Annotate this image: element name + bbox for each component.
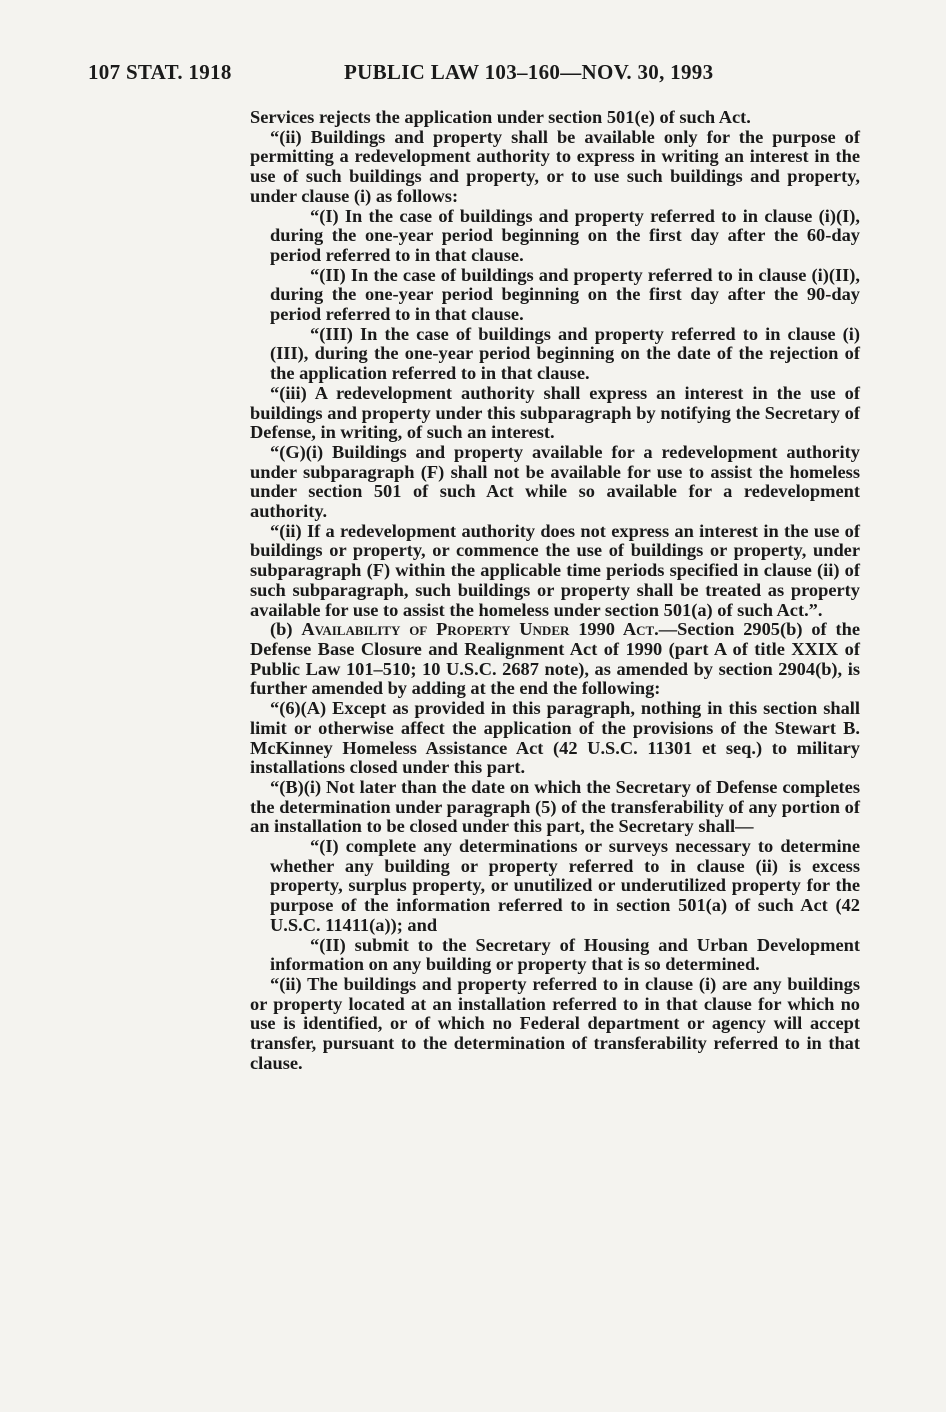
public-law-title: PUBLIC LAW 103–160—NOV. 30, 1993 — [344, 60, 714, 84]
paragraph-ii-buildings-available: “(ii) Buildings and property shall be available only for the purpose of permitting a redevelopment authority to express in writing an interest in the use of such buildings and property, or to use such buildings and property, under clause (i) as follows: — [250, 126, 860, 206]
subsection-b-heading: Availability of Property Under 1990 Act — [301, 619, 655, 640]
paragraph-B-ii: “(ii) The buildings and property referred to in clause (i) are any buildings or property located at an installation referred to in that clause for which no use is identified, or of which no Federal department or agency will accept transfer, pursuant to the determination of transferability referred to in that clause. — [250, 973, 860, 1073]
paragraph-iii-express-interest: “(iii) A redevelopment authority shall express an interest in the use of buildings and property under this subparagraph by notifying the Secretary of Defense, in writing, of such an interest. — [250, 382, 860, 443]
paragraph-B-II-submit: “(II) submit to the Secretary of Housing and Urban Development information on any building or property that is so determined. — [270, 934, 860, 975]
paragraph-II-90-day: “(II) In the case of buildings and property referred to in clause (i)(II), during the one-year period beginning on the first day after the 90-day period referred to in that clause. — [270, 264, 860, 325]
paragraph-services-rejects: Services rejects the application under section 501(e) of such Act. — [250, 107, 751, 127]
paragraph-G-i: “(G)(i) Buildings and property available for a redevelopment authority under subparagraph (F) shall not be available for use to assist the homeless under section 501 of such Act while so available for a redevelopment authority. — [250, 441, 860, 522]
subsection-b — [250, 620, 860, 699]
paragraph-III-rejection: “(III) In the case of buildings and property referred to in clause (i)(III), during the one-year period beginning on the date of the rejection of the application referred to in that clause. — [270, 323, 860, 384]
paragraph-6-A: “(6)(A) Except as provided in this paragraph, nothing in this section shall limit or otherwise affect the application of the provisions of the Stewart B. McKinney Homeless Assistance Act (42 U.S.C. 11301 et seq.) to military installations closed under this part. — [250, 698, 860, 778]
paragraph-I-60-day: “(I) In the case of buildings and property referred to in clause (i)(I), during the one-year period beginning on the first day after the 60-day period referred to in that clause. — [270, 205, 860, 265]
paragraph-B-I-determinations: “(I) complete any determinations or surveys necessary to determine whether any building or property referred to in clause (ii) is excess property, surplus property, or unutilized or underutilized property for the purpose of the information referred to in section 501(a) of such Act (42 U.S.C. 11411(a)); and — [270, 836, 860, 935]
paragraph-B-i: “(B)(i) Not later than the date on which the Secretary of Defense completes the determination under paragraph (5) of the transferability of any portion of an installation to be closed under this part, the Secretary shall— — [250, 776, 860, 837]
statute-citation: 107 STAT. 1918 — [88, 60, 232, 84]
body-text — [250, 108, 860, 1073]
paragraph-G-ii: “(ii) If a redevelopment authority does not express an interest in the use of buildings or property, or commence the use of buildings or property, under subparagraph (F) within the applicable time periods specified in clause (ii) of such subparagraph, such buildings or property shall be treated as property available for use to assist the homeless under section 501(a) of such Act.”. — [250, 520, 860, 620]
subsection-b-label: (b) — [270, 619, 302, 640]
subsection-b-text: .—Section 2905(b) of the Defense Base Closure and Realignment Act of 1990 (part A of title XXIX of Public Law 101–510; 10 U.S.C. 2687 note), as amended by section 2904(b), is further amended by adding at the end the following: — [250, 619, 860, 699]
page-header — [88, 60, 868, 88]
